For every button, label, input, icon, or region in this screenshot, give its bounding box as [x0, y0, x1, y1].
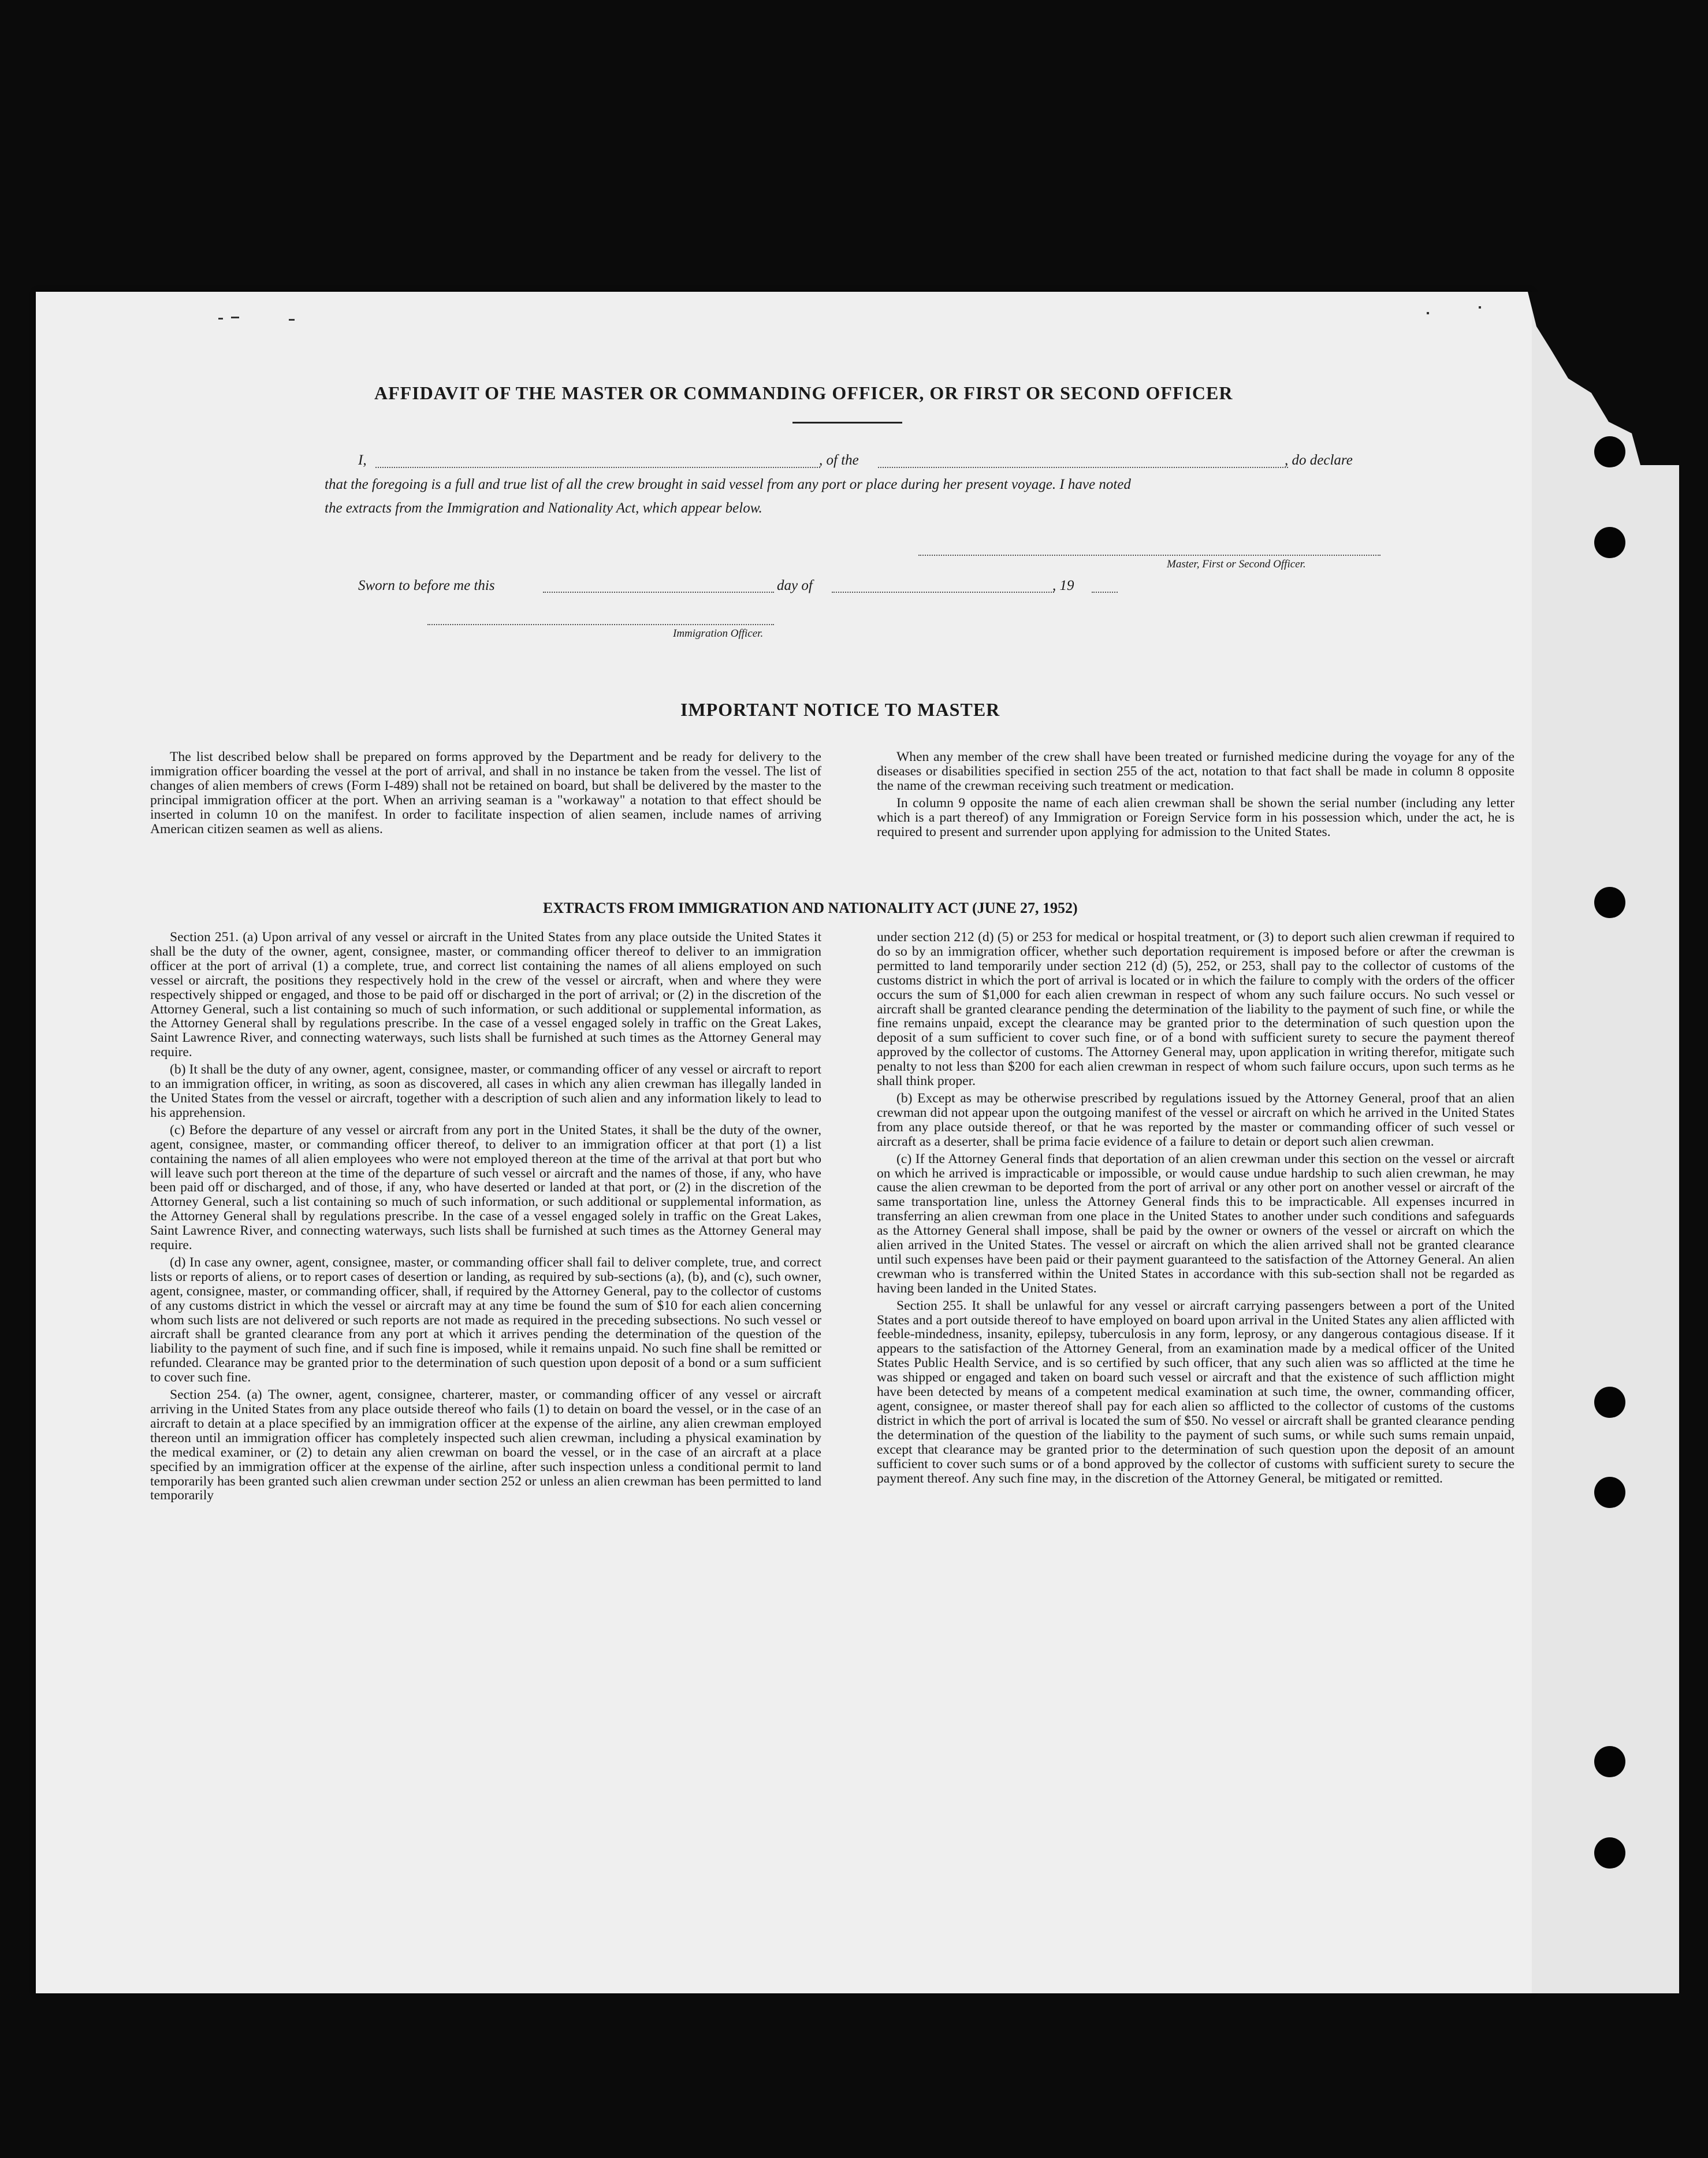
section-251-d: (d) In case any owner, agent, consignee, master, or commanding officer shall fail to deliver complete, true, and correct lists or reports of aliens, or to report cases of desertion or landing, as required by sub-sections (a), (b), and (c), such owner, agent, consignee, master, or commanding officer, shall, if required by the Attorney General, pay to the collector of customs of any customs district in which the vessel or aircraft may at any time be found the sum of $10 for each alien concerning whom such lists are not delivered or such reports are not made as required in the preceding subsections. No such vessel or aircraft shall be granted clearance from any port at which it arrives pending the determination of the question of the liability to the payment of such fine, and if such fine is imposed, while it remains unpaid. No such fine shall be remitted or refunded. Clearance may be granted prior to the determination of such question upon deposit of a bond or a sum sufficient to cover such fine.: [150, 1254, 821, 1386]
name-blank[interactable]: [375, 467, 820, 468]
declaration-i: I,: [358, 452, 367, 468]
declaration-line-2: that the foregoing is a full and true list of all the crew brought in said vessel from any port or place during her present voyage. I have noted: [325, 477, 1131, 492]
section-251-a: Section 251. (a) Upon arrival of any vessel or aircraft in the United States from any place outside the United States it shall be the duty of the owner, agent, consignee, master, or commanding officer thereof to deliver to an immigration officer at the port of arrival (1) a complete, true, and correct list containing the names of all aliens employed on such vessel or aircraft, the positions they respectively hold in the crew of the vessel or aircraft, when and where they were respectively shipped or engaged, and those to be paid off or discharged in the port of arrival; or (2) in the discretion of the Attorney General, such a list containing so much of such information, or such additional or supplemental information, as the Attorney General shall by regulations prescribe. In the case of a vessel engaged solely in traffic on the Great Lakes, Saint Lawrence River, and connecting waterways, such lists shall be furnished at such times as the Attorney General may require.: [150, 930, 821, 1060]
notice-right-column: [877, 750, 1514, 839]
section-254-a-cont: under section 212 (d) (5) or 253 for medical or hospital treatment, or (3) to deport such alien crewman if required to do so by an immigration officer, whether such deportation requirement is imposed before or after the crewman is permitted to land temporarily under section 212 (d) (5), 252, or 253, shall pay to the collector of customs of the customs district in which the port of arrival is located or in which the failure to comply with the orders of the officer occurs the sum of $1,000 for each alien crewman in respect of whom any such failure occurs. No such vessel or aircraft shall be granted clearance pending the determination of the liability to the payment of such fine, or while the fine remains unpaid, except the clearance may be granted prior to the determination of such question upon the deposit of a sum sufficient to cover such fine, or of a bond with sufficient surety to secure the payment thereof approved by the collector of customs. The Attorney General may, upon application in writing therefor, mitigate such penalty to not less than $200 for each alien crewman in respect of whom such failure occurs, upon such terms as he shall think proper.: [877, 930, 1514, 1089]
notice-title: IMPORTANT NOTICE TO MASTER: [680, 699, 1000, 720]
binder-hole: [1594, 436, 1625, 467]
officer-signature-line[interactable]: [427, 624, 774, 625]
year-label: , 19: [1052, 578, 1074, 593]
extracts-right-column: [877, 930, 1514, 1485]
sworn-day-blank[interactable]: [543, 592, 774, 593]
binder-hole: [1594, 1746, 1625, 1777]
binder-hole: [1594, 527, 1625, 558]
declaration-do-declare: , do declare: [1285, 452, 1353, 468]
section-254-a: Section 254. (a) The owner, agent, consignee, charterer, master, or commanding officer of any vessel or aircraft arriving in the United States from any place outside thereof who fails (1) to detain on board the vessel, or in the case of an aircraft to detain at a place specified by an immigration officer at the expense of the airline, any alien crewman employed thereon until an immigration officer has completely inspected such alien crewman, including a physical examination by the medical examiner, or (2) to detain any alien crewman on board the vessel, or in the case of an aircraft at a place specified by an immigration officer at the expense of the airline, after such inspection unless a conditional permit to land temporarily has been granted such alien crewman under section 252 or unless an alien crewman has been permitted to land temporarily: [150, 1387, 821, 1503]
binder-hole: [1594, 1837, 1625, 1869]
section-254-b: (b) Except as may be otherwise prescribed by regulations issued by the Attorney General, proof that an alien crewman did not appear upon the outgoing manifest of the vessel or aircraft on which he arrived in the United States from any place outside thereof, or that he was reported by the master or commanding officer of such vessel or aircraft as a deserter, shall be prima facie evidence of a failure to detain or deport such alien crewman.: [877, 1090, 1514, 1149]
affidavit-title: AFFIDAVIT OF THE MASTER OR COMMANDING OFFICER, OR FIRST OR SECOND OFFICER: [374, 382, 1233, 403]
declaration-line-3: the extracts from the Immigration and Nationality Act, which appear below.: [325, 500, 762, 516]
binder-hole: [1594, 887, 1625, 918]
notice-left-text: The list described below shall be prepared on forms approved by the Department and be ready for delivery to the immigration officer boarding the vessel at the port of arrival, and shall in no instance be taken from the vessel. The list of changes of alien members of crews (Form I-489) shall not be retained on board, but shall be delivered by the master to the principal immigration officer at the port. When an arriving seaman is a "workaway" a notation to that effect should be inserted in column 10 on the manifest. In order to facilitate inspection of alien seamen, include names of arriving American citizen seamen as well as aliens.: [150, 749, 821, 837]
master-caption: Master, First or Second Officer.: [1167, 558, 1306, 570]
paper-speck: [1427, 312, 1429, 314]
paper-speck: [289, 319, 295, 321]
sworn-label: Sworn to before me this: [358, 578, 495, 593]
declaration-of-the: , of the: [819, 452, 859, 468]
extracts-left-column: [150, 930, 821, 1503]
notice-left-column: [150, 750, 821, 836]
title-underline: [792, 422, 902, 424]
section-254-c: (c) If the Attorney General finds that deportation of an alien crewman under this section on the vessel or aircraft on which he arrived is impracticable or impossible, or would cause undue hardship to such alien crewman, he may cause the alien crewman to be deported from the port of arrival or any other port on another vessel or aircraft of the same transportation line, unless the Attorney General finds this to be impracticable. All expenses incurred in transferring an alien crewman from one place in the United States to another under such conditions and safeguards as the Attorney General shall impose, shall be paid by the owner or owners of the vessel or aircraft on which the alien arrived in the United States. The vessel or aircraft on which the alien arrived shall not be granted clearance until such expenses have been paid or their payment guaranteed to the satisfaction of the Attorney General. An alien crewman who is transferred within the United States in accordance with this sub-section shall not be regarded as having been landed in the United States.: [877, 1151, 1514, 1296]
torn-corner: [1496, 292, 1681, 465]
paper-speck: [1479, 306, 1481, 309]
notice-right-text-2: In column 9 opposite the name of each alien crewman shall be shown the serial number (including any letter which is a part thereof) of any Immigration or Foreign Service form in his possession which, under the act, he is required to present and surrender upon applying for admission to the United States.: [877, 795, 1514, 840]
master-signature-line[interactable]: [918, 555, 1380, 556]
binder-hole: [1594, 1387, 1625, 1418]
officer-caption: Immigration Officer.: [673, 627, 764, 640]
day-of-label: day of: [777, 578, 813, 593]
paper-speck: [231, 317, 239, 318]
paper-speck: [218, 318, 223, 320]
section-251-c: (c) Before the departure of any vessel or aircraft from any port in the United States, it shall be the duty of the owner, agent, consignee, master, or commanding officer thereof, to deliver to an immigration officer at that port (1) a list containing the names of all alien employees who were not employed thereon at the time of the arrival at that port but who will leave such port thereon at the time of the departure of such vessel or aircraft and the names of those, if any, who have been paid off or discharged, and of those, if any, who have deserted or landed at that port, or (2) in the discretion of the Attorney General, such a list containing so much of such information, or such additional or supplemental information, as the Attorney General shall by regulations prescribe. In the case of a vessel engaged solely in traffic on the Great Lakes, Saint Lawrence River, and connecting waterways, such lists shall be furnished at such times as the Attorney General may require.: [150, 1122, 821, 1253]
binder-hole: [1594, 1477, 1625, 1508]
vessel-blank[interactable]: [878, 467, 1288, 468]
sworn-month-blank[interactable]: [832, 592, 1054, 593]
year-blank[interactable]: [1092, 592, 1118, 593]
section-251-b: (b) It shall be the duty of any owner, agent, consignee, master, or commanding officer of any vessel or aircraft to report to an immigration officer, in writing, as soon as discovered, all cases in which any alien crewman has illegally landed in the United States from the vessel or aircraft, together with a description of such alien and any information likely to lead to his apprehension.: [150, 1062, 821, 1120]
extracts-title: EXTRACTS FROM IMMIGRATION AND NATIONALITY ACT (JUNE 27, 1952): [543, 900, 1078, 916]
notice-right-text-1: When any member of the crew shall have been treated or furnished medicine during the voyage for any of the diseases or disabilities specified in section 255 of the act, notation to that fact shall be made in column 8 opposite the name of the crewman receiving such treatment or medication.: [877, 749, 1514, 793]
section-255: Section 255. It shall be unlawful for any vessel or aircraft carrying passengers between a port of the United States and a port outside thereof to have employed on board upon arrival in the United States any alien afflicted with feeble-mindedness, insanity, epilepsy, tuberculosis in any form, leprosy, or any dangerous contagious disease. If it appears to the satisfaction of the Attorney General, from an examination made by a medical officer of the United States Public Health Service, and is so certified by such officer, that any such alien was so afflicted at the time he was shipped or engaged and taken on board such vessel or aircraft and that the existence of such affliction might have been detected by means of a competent medical examination at such time, the owner, commanding officer, agent, consignee, or master thereof shall pay for each alien so afflicted to the collector of customs of the customs district in which the port of arrival is located the sum of $50. No vessel or aircraft shall be granted clearance pending the determination of the question of the liability to the payment of such sums, or while such sums remain unpaid, except that clearance may be granted prior to the determination of such question upon the deposit of an amount sufficient to cover such sums or of a bond approved by the collector of customs with sufficient surety to secure the payment thereof. Any such fine may, in the discretion of the Attorney General, be mitigated or remitted.: [877, 1298, 1514, 1486]
